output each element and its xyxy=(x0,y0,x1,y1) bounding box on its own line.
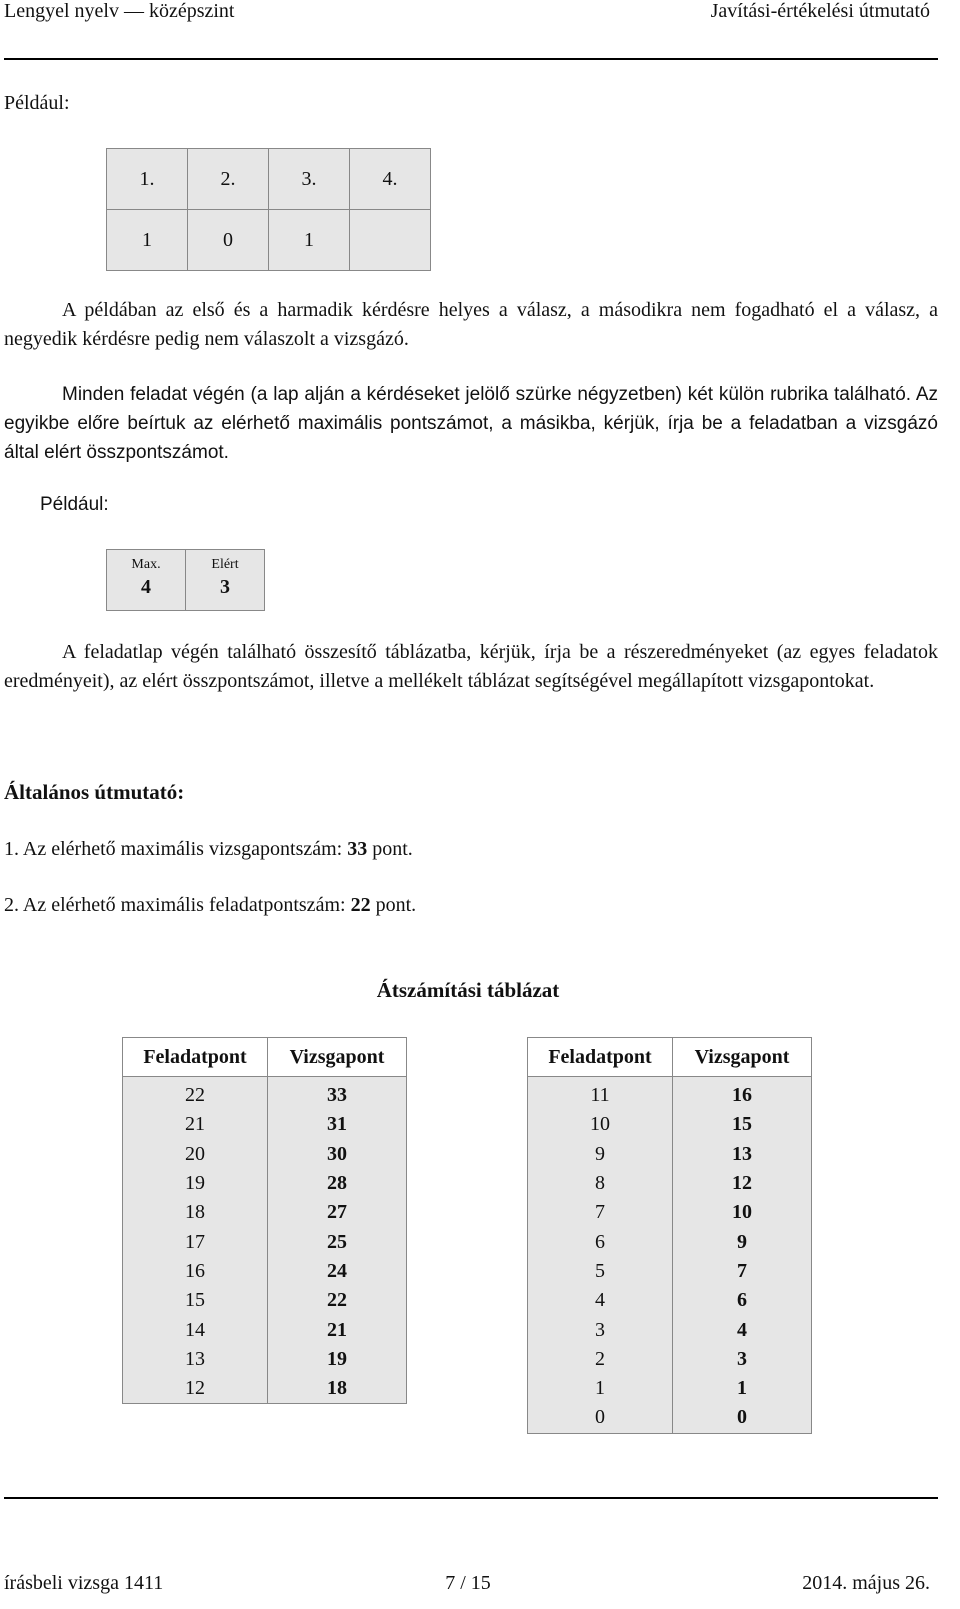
score-box-achieved-value: 3 xyxy=(220,576,230,598)
vizsgapont-cell: 27 xyxy=(268,1198,407,1227)
vizsgapont-cell: 19 xyxy=(268,1345,407,1374)
feladatpont-cell: 1 xyxy=(528,1374,673,1403)
vizsgapont-cell: 25 xyxy=(268,1227,407,1256)
vizsgapont-cell: 10 xyxy=(673,1198,812,1227)
vizsgapont-cell: 7 xyxy=(673,1257,812,1286)
general-guide-item-2 xyxy=(4,894,416,917)
feladatpont-cell: 14 xyxy=(123,1315,268,1344)
score-box-achieved xyxy=(186,550,265,611)
table-row xyxy=(123,1198,407,1227)
example1-header-cell: 4. xyxy=(350,149,431,210)
conversion-left-body xyxy=(123,1077,407,1404)
table-row xyxy=(528,1140,812,1169)
table-row xyxy=(528,1315,812,1344)
example1-value-cell: 1 xyxy=(107,210,188,271)
item2-text: 2. Az elérhető maximális feladatpontszám: xyxy=(4,894,351,916)
vizsgapont-cell: 28 xyxy=(268,1169,407,1198)
feladatpont-cell: 17 xyxy=(123,1227,268,1256)
feladatpont-cell: 6 xyxy=(528,1227,673,1256)
score-box-max-value: 4 xyxy=(141,576,151,598)
paragraph-summary-instructions: A feladatlap végén található összesítő táblázatba, kérjük, írja be a részeredményeket (az egyes feladatok eredményeit), az elért összpontszámot, illetve a mellékelt táblázat segítségével megállapított vizsgapontokat. xyxy=(4,641,938,692)
column-header-feladatpont: Feladatpont xyxy=(528,1038,673,1077)
header-subject: Lengyel nyelv — középszint xyxy=(4,0,235,22)
table-row xyxy=(528,1403,812,1433)
score-box xyxy=(106,549,265,611)
item1-text: 1. Az elérhető maximális vizsgapontszám: xyxy=(4,838,348,860)
item2-value: 22 xyxy=(350,894,371,916)
item1-value: 33 xyxy=(347,838,368,860)
general-guide-heading: Általános útmutató: xyxy=(4,780,185,804)
example1-header-cell: 2. xyxy=(188,149,269,210)
table-row xyxy=(123,1077,407,1111)
vizsgapont-cell: 31 xyxy=(268,1110,407,1139)
vizsgapont-cell: 15 xyxy=(673,1110,812,1139)
feladatpont-cell: 18 xyxy=(123,1198,268,1227)
example1-header-cell: 3. xyxy=(269,149,350,210)
vizsgapont-cell: 3 xyxy=(673,1345,812,1374)
table-row xyxy=(123,1286,407,1315)
example1-value-cell: 1 xyxy=(269,210,350,271)
table-row xyxy=(123,1169,407,1198)
vizsgapont-cell: 16 xyxy=(673,1077,812,1111)
column-header-feladatpont: Feladatpont xyxy=(123,1038,268,1077)
item1-unit: pont. xyxy=(367,838,413,860)
vizsgapont-cell: 22 xyxy=(268,1286,407,1315)
table-row xyxy=(123,1140,407,1169)
example1-value-cell xyxy=(350,210,431,271)
conversion-table-title: Átszámítási táblázat xyxy=(376,978,560,1002)
table-row xyxy=(123,1315,407,1344)
feladatpont-cell: 22 xyxy=(123,1077,268,1111)
feladatpont-cell: 0 xyxy=(528,1403,673,1433)
feladatpont-cell: 10 xyxy=(528,1110,673,1139)
conversion-right-body xyxy=(528,1077,812,1434)
footer-rule xyxy=(4,1497,938,1499)
column-header-vizsgapont: Vizsgapont xyxy=(673,1038,812,1077)
score-box-max-label: Max. xyxy=(131,557,161,572)
feladatpont-cell: 19 xyxy=(123,1169,268,1198)
vizsgapont-cell: 13 xyxy=(673,1140,812,1169)
table-row xyxy=(123,1227,407,1256)
feladatpont-cell: 15 xyxy=(123,1286,268,1315)
table-row xyxy=(528,1110,812,1139)
header-doc-type: Javítási-értékelési útmutató xyxy=(710,0,930,22)
general-guide-item-1 xyxy=(4,838,413,861)
table-row xyxy=(528,1286,812,1315)
vizsgapont-cell: 12 xyxy=(673,1169,812,1198)
footer-page-number: 7 / 15 xyxy=(445,1572,491,1594)
vizsgapont-cell: 6 xyxy=(673,1286,812,1315)
feladatpont-cell: 4 xyxy=(528,1286,673,1315)
feladatpont-cell: 20 xyxy=(123,1140,268,1169)
vizsgapont-cell: 1 xyxy=(673,1374,812,1403)
item2-unit: pont. xyxy=(370,894,417,916)
footer-date: 2014. május 26. xyxy=(802,1572,930,1594)
conversion-table-left xyxy=(122,1037,407,1404)
feladatpont-cell: 16 xyxy=(123,1257,268,1286)
table-row xyxy=(528,1169,812,1198)
example1-value-cell: 0 xyxy=(188,210,269,271)
example2-label: Például: xyxy=(40,494,109,515)
paragraph-example-explanation: A példában az első és a harmadik kérdésre helyes a válasz, a másodikra nem fogadható el a válasz, a negyedik kérdésre pedig nem válaszolt a vizsgázó. xyxy=(4,299,938,350)
table-row xyxy=(528,1345,812,1374)
score-box-max xyxy=(107,550,186,611)
feladatpont-cell: 2 xyxy=(528,1345,673,1374)
table-row xyxy=(123,1257,407,1286)
feladatpont-cell: 13 xyxy=(123,1345,268,1374)
table-row xyxy=(528,1374,812,1403)
feladatpont-cell: 9 xyxy=(528,1140,673,1169)
example1-value-row xyxy=(107,210,431,271)
feladatpont-cell: 12 xyxy=(123,1374,268,1404)
table-row xyxy=(528,1227,812,1256)
vizsgapont-cell: 24 xyxy=(268,1257,407,1286)
vizsgapont-cell: 21 xyxy=(268,1315,407,1344)
vizsgapont-cell: 30 xyxy=(268,1140,407,1169)
table-row xyxy=(528,1077,812,1111)
table-row xyxy=(528,1257,812,1286)
score-box-achieved-label: Elért xyxy=(211,557,239,572)
table-row xyxy=(528,1198,812,1227)
vizsgapont-cell: 33 xyxy=(268,1077,407,1111)
feladatpont-cell: 7 xyxy=(528,1198,673,1227)
feladatpont-cell: 11 xyxy=(528,1077,673,1111)
feladatpont-cell: 8 xyxy=(528,1169,673,1198)
vizsgapont-cell: 4 xyxy=(673,1315,812,1344)
conversion-header-row xyxy=(528,1038,812,1077)
conversion-table-right xyxy=(527,1037,812,1434)
table-row xyxy=(123,1374,407,1404)
feladatpont-cell: 5 xyxy=(528,1257,673,1286)
table-row xyxy=(123,1110,407,1139)
paragraph-rubric-info: Minden feladat végén (a lap alján a kérdéseket jelölő szürke négyzetben) két külön rubrika található. Az egyikbe előre beírtuk az elérhető maximális pontszámot, a másikba, kérjük, írja be a feladatban a vizsgázó által elért összpontszámot. xyxy=(4,384,938,463)
conversion-header-row xyxy=(123,1038,407,1077)
vizsgapont-cell: 0 xyxy=(673,1403,812,1433)
example1-label: Például: xyxy=(4,92,70,114)
footer-exam-code: írásbeli vizsga 1411 xyxy=(4,1572,164,1594)
feladatpont-cell: 3 xyxy=(528,1315,673,1344)
example1-header-row xyxy=(107,149,431,210)
table-row xyxy=(123,1345,407,1374)
feladatpont-cell: 21 xyxy=(123,1110,268,1139)
column-header-vizsgapont: Vizsgapont xyxy=(268,1038,407,1077)
example1-header-cell: 1. xyxy=(107,149,188,210)
header-rule xyxy=(4,58,938,60)
vizsgapont-cell: 9 xyxy=(673,1227,812,1256)
vizsgapont-cell: 18 xyxy=(268,1374,407,1404)
example1-table xyxy=(106,148,431,271)
